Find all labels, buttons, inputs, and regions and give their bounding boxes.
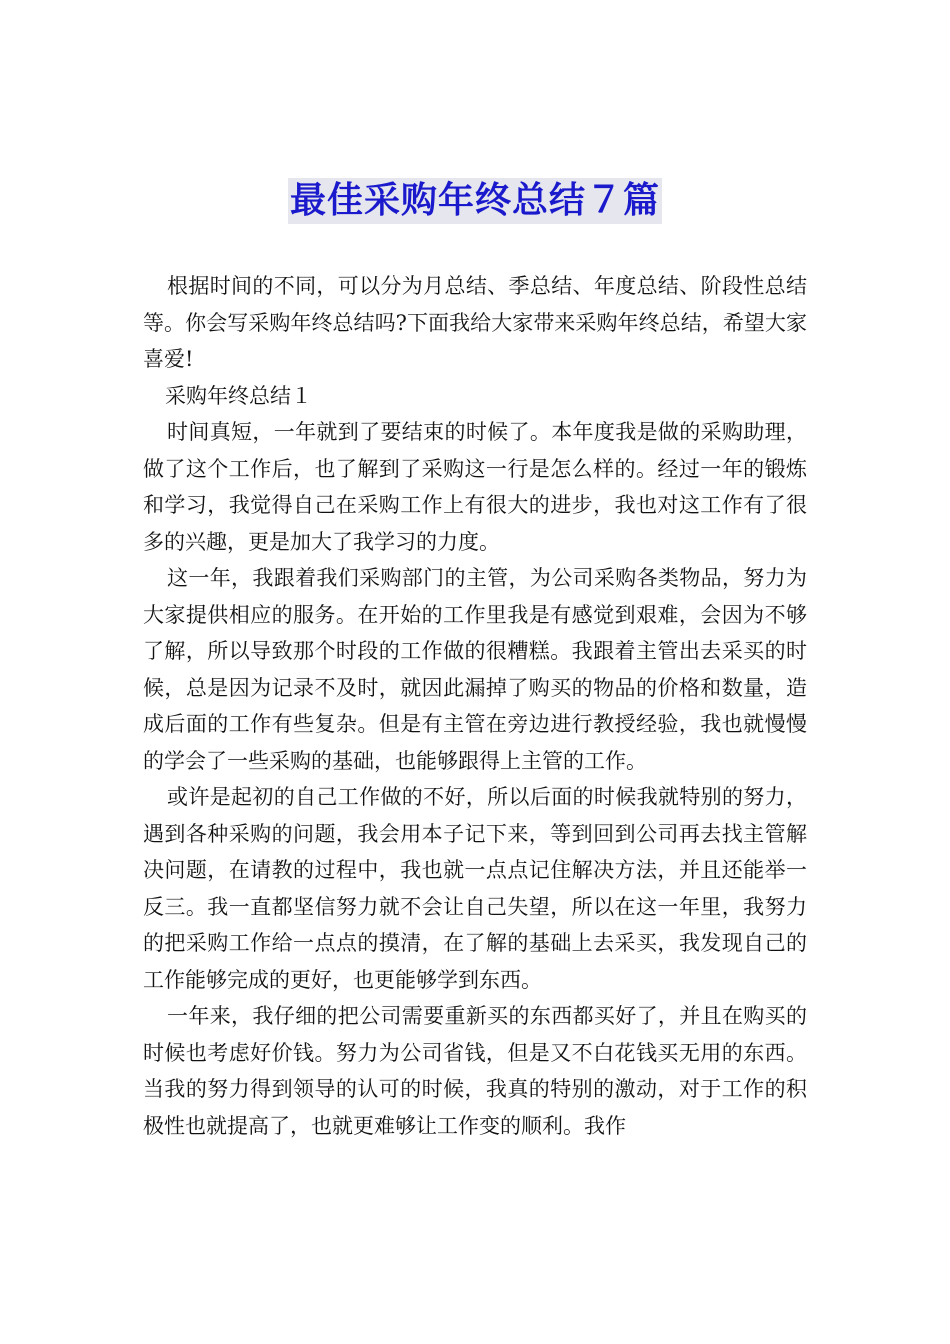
document-body — [143, 268, 807, 1144]
title-container — [0, 178, 950, 224]
body-paragraph: 或许是起初的自己工作做的不好，所以后面的时候我就特别的努力，遇到各种采购的问题，我会用本子记下来，等到回到公司再去找主管解决问题，在请教的过程中，我也就一点点记住解决方法，并且还能举一反三。我一直都坚信努力就不会让自己失望，所以在这一年里，我努力的把采购工作给一点点的摸清，在了解的基础上去采买，我发现自己的工作能够完成的更好，也更能够学到东西。 — [143, 785, 807, 992]
document-title: 最佳采购年终总结７篇 — [288, 178, 662, 224]
body-paragraph: 一年来，我仔细的把公司需要重新买的东西都买好了，并且在购买的时候也考虑好价钱。努力为公司省钱，但是又不白花钱买无用的东西。当我的努力得到领导的认可的时候，我真的特别的激动，对于工作的积极性也就提高了，也就更难够让工作变的顺利。我作 — [143, 1004, 807, 1138]
section-heading: 采购年终总结１ — [165, 383, 312, 408]
body-paragraph: 时间真短，一年就到了要结束的时候了。本年度我是做的采购助理，做了这个工作后，也了解到了采购这一行是怎么样的。经过一年的锻炼和学习，我觉得自己在采购工作上有很大的进步，我也对这工作有了很多的兴趣，更是加大了我学习的力度。 — [143, 420, 807, 554]
intro-paragraph: 根据时间的不同，可以分为月总结、季总结、年度总结、阶段性总结等。你会写采购年终总结吗?下面我给大家带来采购年终总结，希望大家喜爱! — [143, 274, 807, 371]
body-paragraph: 这一年，我跟着我们采购部门的主管，为公司采购各类物品，努力为大家提供相应的服务。在开始的工作里我是有感觉到艰难，会因为不够了解，所以导致那个时段的工作做的很糟糕。我跟着主管出去采买的时候，总是因为记录不及时，就因此漏掉了购买的物品的价格和数量，造成后面的工作有些复杂。但是有主管在旁边进行教授经验，我也就慢慢的学会了一些采购的基础，也能够跟得上主管的工作。 — [143, 566, 807, 773]
